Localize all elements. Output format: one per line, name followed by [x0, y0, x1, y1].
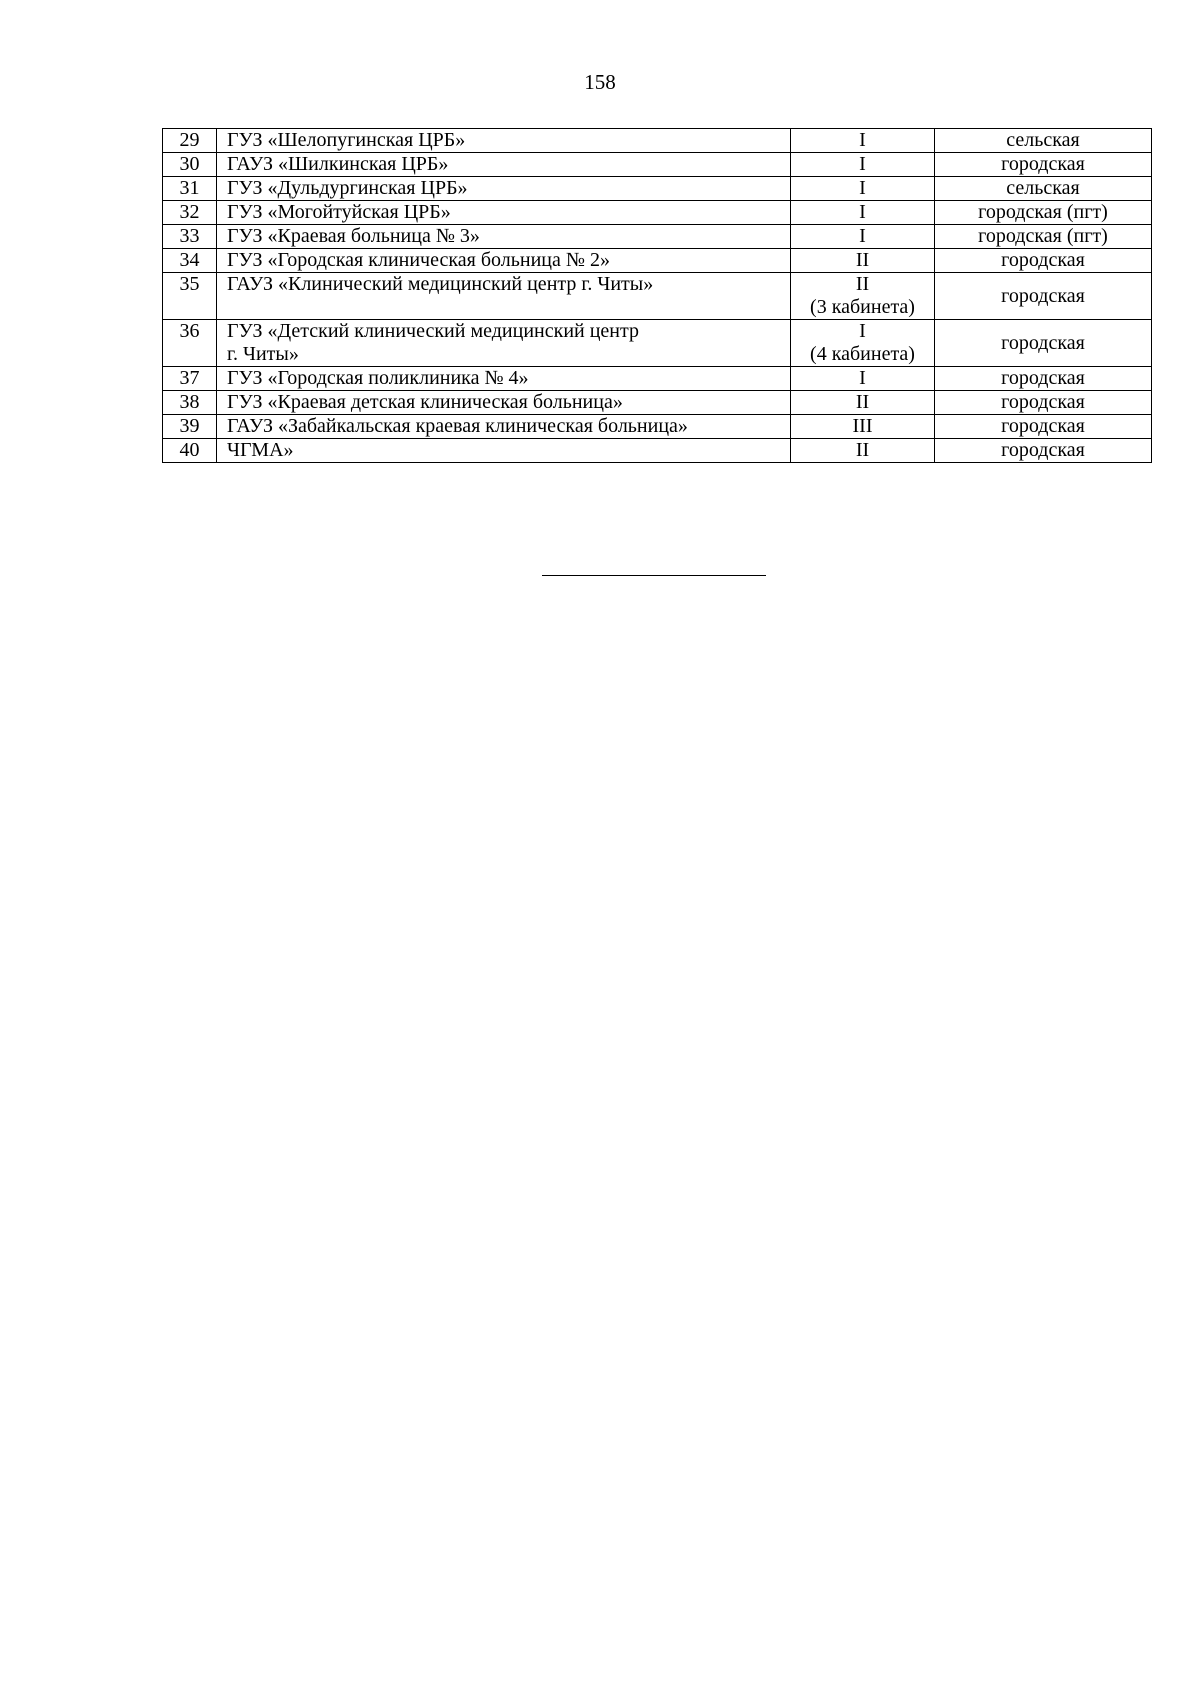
table-row — [163, 201, 1152, 225]
category-line: II — [855, 249, 870, 271]
institution-name-cell — [217, 153, 791, 177]
institution-name-line: ГУЗ «Могойтуйская ЦРБ» — [227, 201, 451, 223]
row-number-cell: 37 — [163, 367, 217, 391]
category-line: I — [859, 201, 866, 223]
page-number: 158 — [584, 70, 616, 94]
row-number-cell: 30 — [163, 153, 217, 177]
row-number-cell: 29 — [163, 129, 217, 153]
institution-name-cell — [217, 415, 791, 439]
table-row — [163, 320, 1152, 367]
institutions-table-wrap — [162, 128, 1151, 463]
row-number-cell: 35 — [163, 273, 217, 320]
settlement-type-cell: городская — [935, 249, 1152, 273]
row-number-cell: 33 — [163, 225, 217, 249]
row-number-cell: 36 — [163, 320, 217, 367]
institution-name-line: г. Читы» — [227, 343, 299, 365]
table-row — [163, 391, 1152, 415]
institution-name-cell — [217, 367, 791, 391]
category-line: (4 кабинета) — [810, 343, 915, 365]
category-line: II — [855, 273, 870, 295]
institution-name-line: ГАУЗ «Клинический медицинский центр г. Читы» — [227, 273, 654, 295]
institution-name-line: ГУЗ «Краевая больница № 3» — [227, 225, 480, 247]
institution-name-line: ГУЗ «Детский клинический медицинский центр — [227, 320, 639, 342]
table-row — [163, 367, 1152, 391]
row-number-cell: 31 — [163, 177, 217, 201]
institution-name-cell — [217, 201, 791, 225]
category-line: III — [852, 415, 873, 437]
institution-name-cell — [217, 249, 791, 273]
category-cell — [791, 415, 935, 439]
settlement-type-cell: городская (пгт) — [935, 225, 1152, 249]
institution-name-cell — [217, 225, 791, 249]
institution-name-line: ГУЗ «Городская поликлиника № 4» — [227, 367, 529, 389]
settlement-type-cell: сельская — [935, 177, 1152, 201]
settlement-type-cell: городская — [935, 391, 1152, 415]
institutions-table — [162, 128, 1152, 463]
settlement-type-cell: городская — [935, 415, 1152, 439]
institution-name-cell — [217, 129, 791, 153]
table-row — [163, 129, 1152, 153]
category-cell — [791, 129, 935, 153]
settlement-type-cell: сельская — [935, 129, 1152, 153]
row-number-cell: 34 — [163, 249, 217, 273]
settlement-type-cell: городская — [935, 153, 1152, 177]
settlement-type-cell: городская (пгт) — [935, 201, 1152, 225]
settlement-type-cell: городская — [935, 439, 1152, 463]
category-line: I — [859, 177, 866, 199]
settlement-type-cell: городская — [935, 320, 1152, 367]
category-cell — [791, 249, 935, 273]
category-cell — [791, 273, 935, 320]
category-line: II — [855, 391, 870, 413]
category-cell — [791, 201, 935, 225]
institution-name-line: ЧГМА» — [227, 439, 294, 461]
category-line: I — [859, 367, 866, 389]
institution-name-cell — [217, 273, 791, 320]
institution-name-line: ГУЗ «Городская клиническая больница № 2» — [227, 249, 610, 271]
row-number-cell: 40 — [163, 439, 217, 463]
category-line: I — [859, 320, 866, 342]
row-number-cell: 38 — [163, 391, 217, 415]
category-cell — [791, 391, 935, 415]
table-row — [163, 415, 1152, 439]
institution-name-line: ГУЗ «Шелопугинская ЦРБ» — [227, 129, 466, 151]
institution-name-cell — [217, 320, 791, 367]
category-cell — [791, 367, 935, 391]
category-line: I — [859, 153, 866, 175]
category-cell — [791, 320, 935, 367]
table-body — [163, 129, 1152, 463]
category-line: I — [859, 225, 866, 247]
category-line: I — [859, 129, 866, 151]
table-row — [163, 177, 1152, 201]
category-cell — [791, 439, 935, 463]
category-line: II — [855, 439, 870, 461]
table-row — [163, 225, 1152, 249]
end-divider-line — [542, 575, 766, 576]
settlement-type-cell: городская — [935, 367, 1152, 391]
category-cell — [791, 153, 935, 177]
institution-name-cell — [217, 391, 791, 415]
table-row — [163, 249, 1152, 273]
table-row — [163, 273, 1152, 320]
institution-name-line: ГУЗ «Краевая детская клиническая больница» — [227, 391, 623, 413]
row-number-cell: 32 — [163, 201, 217, 225]
table-row — [163, 153, 1152, 177]
category-line: (3 кабинета) — [810, 296, 915, 318]
category-cell — [791, 225, 935, 249]
institution-name-line: ГАУЗ «Шилкинская ЦРБ» — [227, 153, 449, 175]
table-row — [163, 439, 1152, 463]
settlement-type-cell: городская — [935, 273, 1152, 320]
institution-name-cell — [217, 439, 791, 463]
category-cell — [791, 177, 935, 201]
row-number-cell: 39 — [163, 415, 217, 439]
institution-name-line: ГУЗ «Дульдургинская ЦРБ» — [227, 177, 468, 199]
institution-name-cell — [217, 177, 791, 201]
institution-name-line: ГАУЗ «Забайкальская краевая клиническая больница» — [227, 415, 688, 437]
